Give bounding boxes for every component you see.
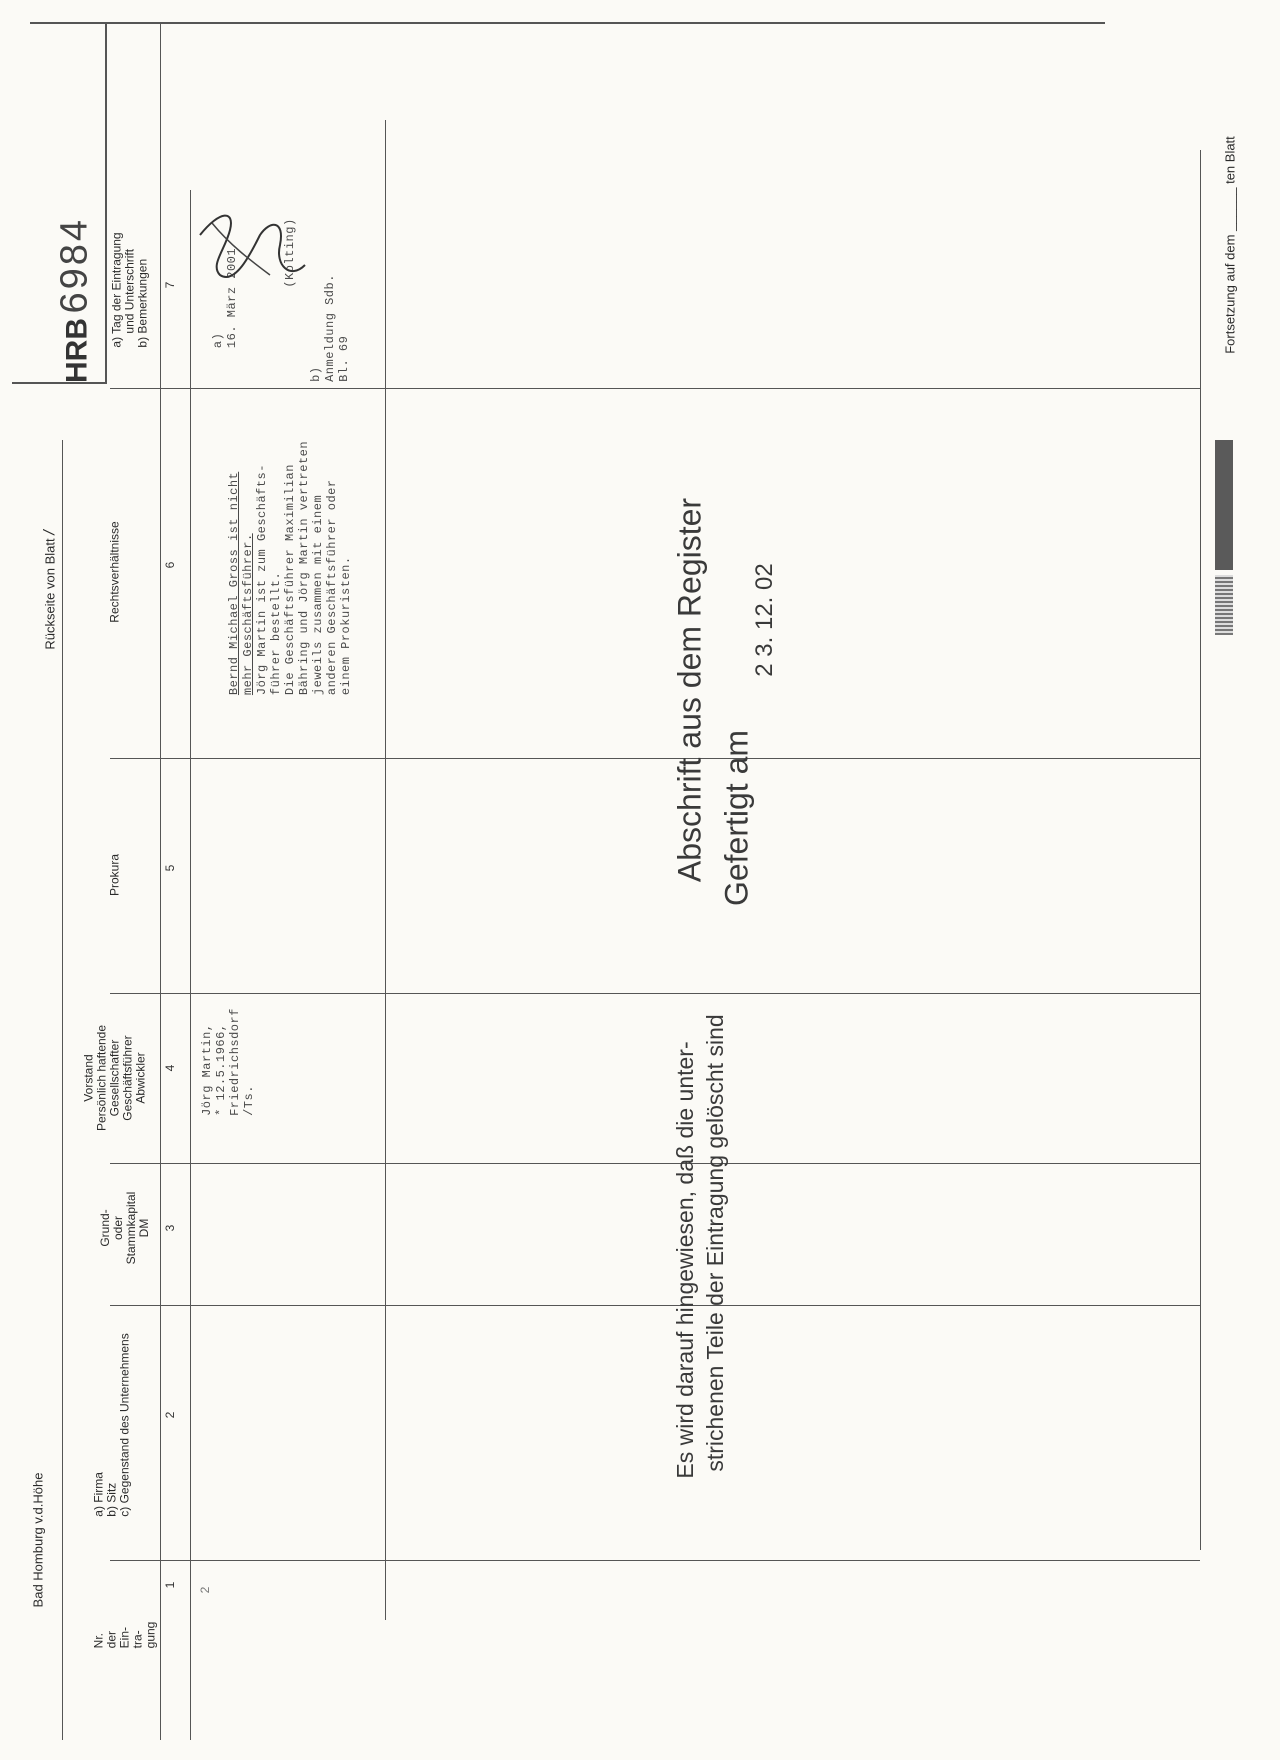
fortsetzung-blank: ______: [1222, 187, 1238, 231]
col-3-number: 3: [163, 1224, 177, 1232]
court-name: Bad Homburg v.d.Höhe: [30, 1472, 46, 1608]
col-1-heading: [93, 1622, 158, 1649]
col-7-line: und Unterschrift: [122, 248, 137, 334]
row-sep-3-2: [110, 1305, 1200, 1306]
col-4-line: Geschäftsführer: [120, 1035, 135, 1121]
col7a-line: a): [211, 332, 225, 349]
col-4-heading: [83, 1025, 148, 1131]
hinweis-line-2: strichenen Teile der Eintragung gelöscht sind: [702, 1014, 728, 1472]
rueckseite-text: Rückseite von Blatt: [42, 538, 58, 650]
col-1-line: der: [104, 1631, 119, 1649]
col6-line: Die Geschäftsführer Maximilian: [283, 464, 297, 696]
col-7-signer: (Kolting): [283, 218, 297, 288]
col-3-heading: [99, 1192, 151, 1265]
col6-line: Bähring und Jörg Martin vertreten: [297, 440, 311, 696]
col-3-line: oder: [111, 1215, 125, 1241]
col-5-number: 5: [163, 864, 177, 872]
hrb-badge: [54, 217, 97, 383]
row-sep-5-4: [110, 993, 1200, 994]
abschrift-stamp-line-1: Abschrift aus dem Register: [671, 497, 708, 883]
col-4-line: Vorstand: [81, 1054, 96, 1102]
table-col-divider: [190, 190, 191, 1740]
col-1-line: tra-: [130, 1630, 145, 1649]
header-number-line: [160, 22, 161, 1740]
col-3-line: Grund-: [98, 1209, 112, 1247]
col7b-line: Bl. 69: [337, 335, 351, 382]
col-4-line: Abwickler: [133, 1052, 148, 1104]
col-1-number: 1: [163, 1581, 177, 1589]
rueckseite-label: [41, 530, 59, 650]
right-margin-line: [1200, 150, 1201, 1550]
col-4-line: Persönlich haftende: [94, 1024, 109, 1132]
col-2-line: c) Gegenstand des Unternehmens: [117, 1333, 132, 1517]
row-sep-7-6: [110, 388, 1200, 389]
abschrift-stamp-date: 2 3. 12. 02: [751, 563, 778, 677]
top-border-line: [30, 22, 1105, 24]
col6-line-struck: Bernd Michael Gross ist nicht: [227, 471, 241, 696]
col-4-line: Gesellschafter: [107, 1039, 122, 1117]
col-7-line: b) Bemerkungen: [135, 258, 150, 348]
col-2-line: b) Sitz: [104, 1482, 119, 1517]
blatt-mark: /: [41, 530, 59, 535]
row-sep-6-5: [110, 758, 1200, 759]
col-1-line: Nr.: [91, 1633, 106, 1649]
col-2-heading: [93, 1333, 132, 1516]
col6-line-struck: mehr Geschäftsführer.: [241, 533, 255, 696]
col-1-line: Ein-: [117, 1627, 132, 1649]
row-sep-2-1: [110, 1560, 1200, 1561]
row-sep-4-3: [110, 1163, 1200, 1164]
signature-mark: [190, 205, 310, 295]
fortsetzung-label: [1224, 136, 1237, 354]
col7b-line: Anmeldung Sdb.: [323, 274, 337, 382]
col-1-line: gung: [143, 1621, 158, 1649]
col6-line: jeweils zusammen mit einem: [311, 494, 325, 696]
hrb-box-side: [105, 22, 107, 384]
col-6-heading: Rechtsverhältnisse: [107, 521, 122, 623]
col7a-line: 16. März 2001: [225, 247, 239, 349]
col4-line: * 12.5.1966,: [214, 1023, 228, 1116]
col-6-entry: [227, 441, 353, 695]
col-3-line: Stammkapital: [124, 1191, 138, 1265]
binding-mark-halftone: [1215, 575, 1233, 635]
col-2-line: a) Firma: [91, 1472, 106, 1517]
col-7-line: a) Tag der Eintragung: [109, 232, 124, 348]
hrb-number: 6984: [53, 217, 96, 314]
col-2-number: 2: [163, 1411, 177, 1419]
col-7-number: 7: [163, 281, 177, 289]
col6-line: anderen Geschäftsführer oder: [325, 479, 339, 696]
col4-line: Jörg Martin,: [200, 1023, 214, 1116]
col4-line: /Ts.: [242, 1085, 256, 1116]
col-4-entry: [200, 1008, 256, 1116]
col6-line: Jörg Martin ist zum Geschäfts-: [255, 464, 269, 696]
ten-blatt-text: ten Blatt: [1222, 136, 1238, 184]
col6-line: führer bestellt.: [269, 571, 283, 696]
col-3-line: DM: [137, 1218, 151, 1238]
table-right-border: [385, 120, 386, 1620]
binding-mark-solid: [1215, 440, 1233, 570]
col7b-line: b): [309, 366, 323, 382]
col-7b-entry: [309, 274, 351, 382]
col-6-number: 6: [163, 561, 177, 569]
header-left-vertical: [62, 440, 63, 1740]
hinweis-line-1: Es wird darauf hingewiesen, daß die unter-: [672, 1041, 698, 1479]
col6-line: einem Prokuristen.: [339, 556, 353, 696]
fortsetzung-text: Fortsetzung auf dem: [1222, 234, 1238, 354]
abschrift-stamp-line-2: Gefertigt am: [718, 729, 755, 907]
col-5-heading: Prokura: [107, 853, 122, 897]
entry-number: 2: [198, 1586, 212, 1594]
col-4-number: 4: [163, 1064, 177, 1072]
col-7-heading: [111, 232, 150, 347]
col4-line: Friedrichsdorf: [228, 1008, 242, 1116]
hrb-label: HRB: [60, 318, 94, 383]
